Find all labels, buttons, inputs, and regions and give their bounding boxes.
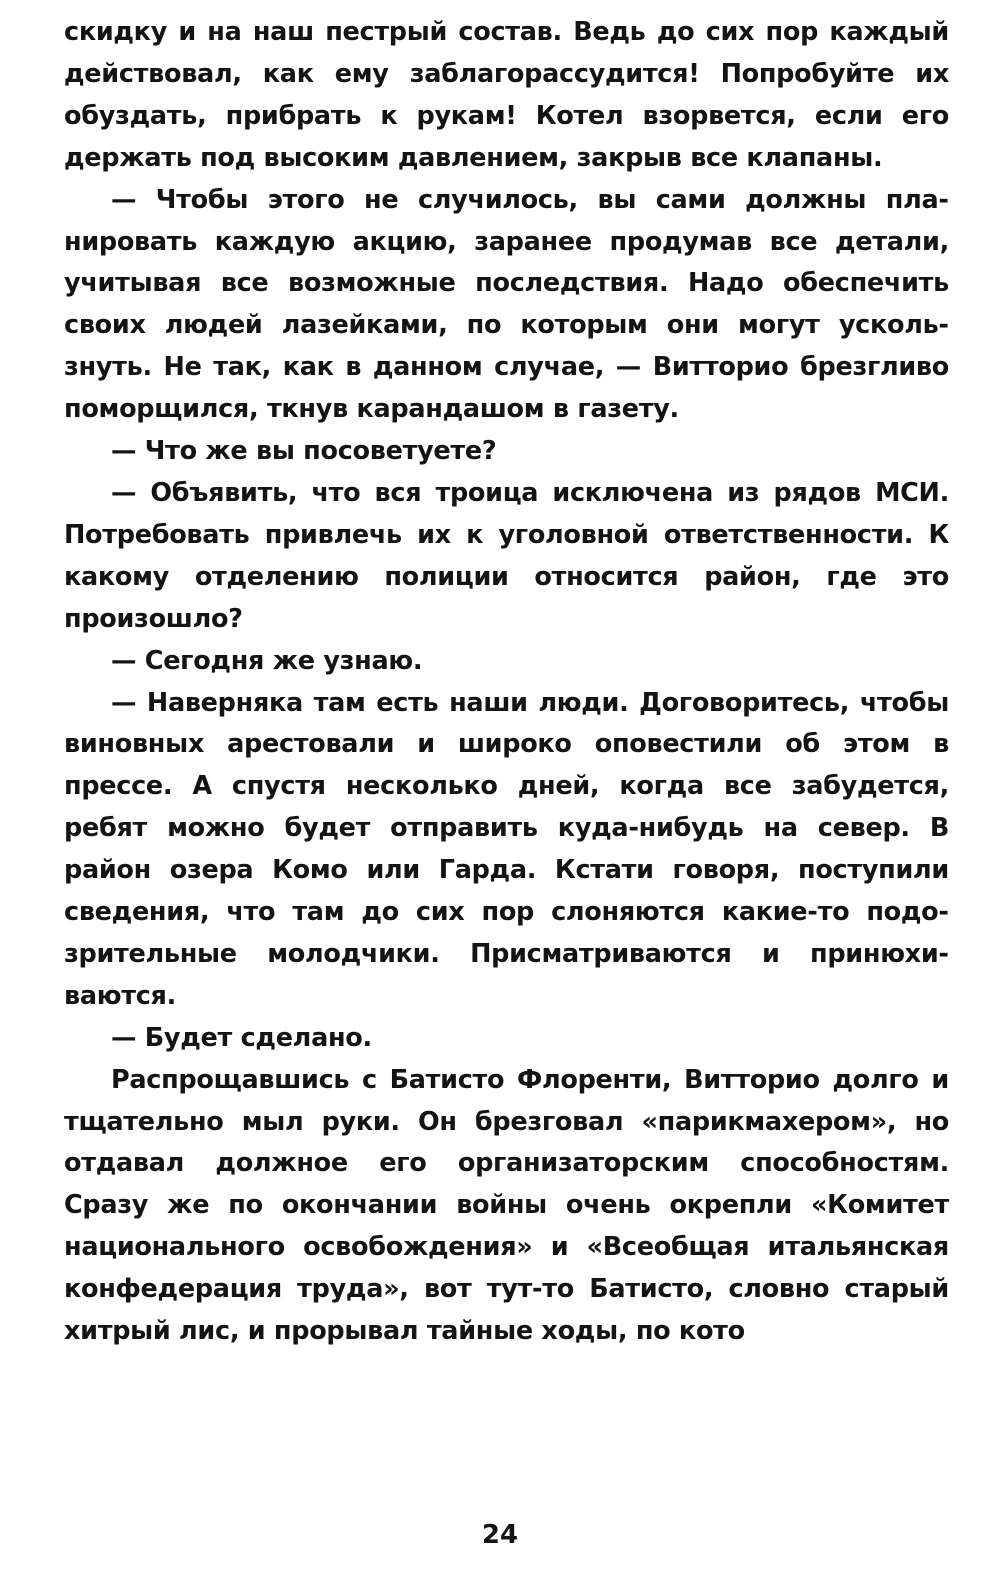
paragraph-7: — Будет сделано. [111, 1022, 372, 1053]
paragraph-4: — Объявить, что вся троица исключена из рядов МСИ. Потребовать привлечь их к уголовной ответственности. К какому отделению полиции относится район, где это произошло? [64, 477, 949, 634]
paragraph-1: скидку и на наш пестрый состав. Ведь до сих пор каждый действовал, как ему заблагорассудится! Попробуйте их обуздать, прибрать к рукам! Котел взорвется, если его держать под высоким давлением, закрыв все клапаны. [64, 17, 949, 173]
paragraph-8: Распрощавшись с Батисто Флоренти, Витторио долго и тщательно мыл руки. Он брезговал «парикмахером», но отдавал должное его организаторским способностям. Сразу же по окончании войны очень окрепли «Комитет национального освобождения» и «Всеобщая итальянская конфедерация труда», вот тут-то Батисто, словно старый хитрый лис, и прорывал тайные ходы, по кото [64, 1064, 949, 1347]
page-number: 24 [481, 1520, 519, 1550]
paragraph-2: — Чтобы этого не случилось, вы сами должны планировать каждую акцию, заранее продумав все детали, учитывая все возможные последствия. Надо обеспечить своих людей лазейками, по которым они могут ускользнуть. Не так, как в данном случае, — Витторио брезгливо поморщился, ткнув карандашом в газету. [64, 184, 949, 425]
paragraph-5: — Сегодня же узнаю. [111, 645, 423, 676]
page-body [64, 12, 949, 1353]
paragraph-3: — Что же вы посоветуете? [111, 436, 497, 467]
paragraph-6: — Наверняка там есть наши люди. Договоритесь, чтобы виновных арестовали и широко оповестили об этом в прессе. А спустя несколько дней, когда все забудется, ребят можно будет отправить куда-нибудь на север. В район озера Комо или Гарда. Кстати говоря, поступили сведения, что там до сих пор слоняются какие-то подозрительные молодчики. Присматриваются и принюхиваются. [64, 687, 949, 1011]
